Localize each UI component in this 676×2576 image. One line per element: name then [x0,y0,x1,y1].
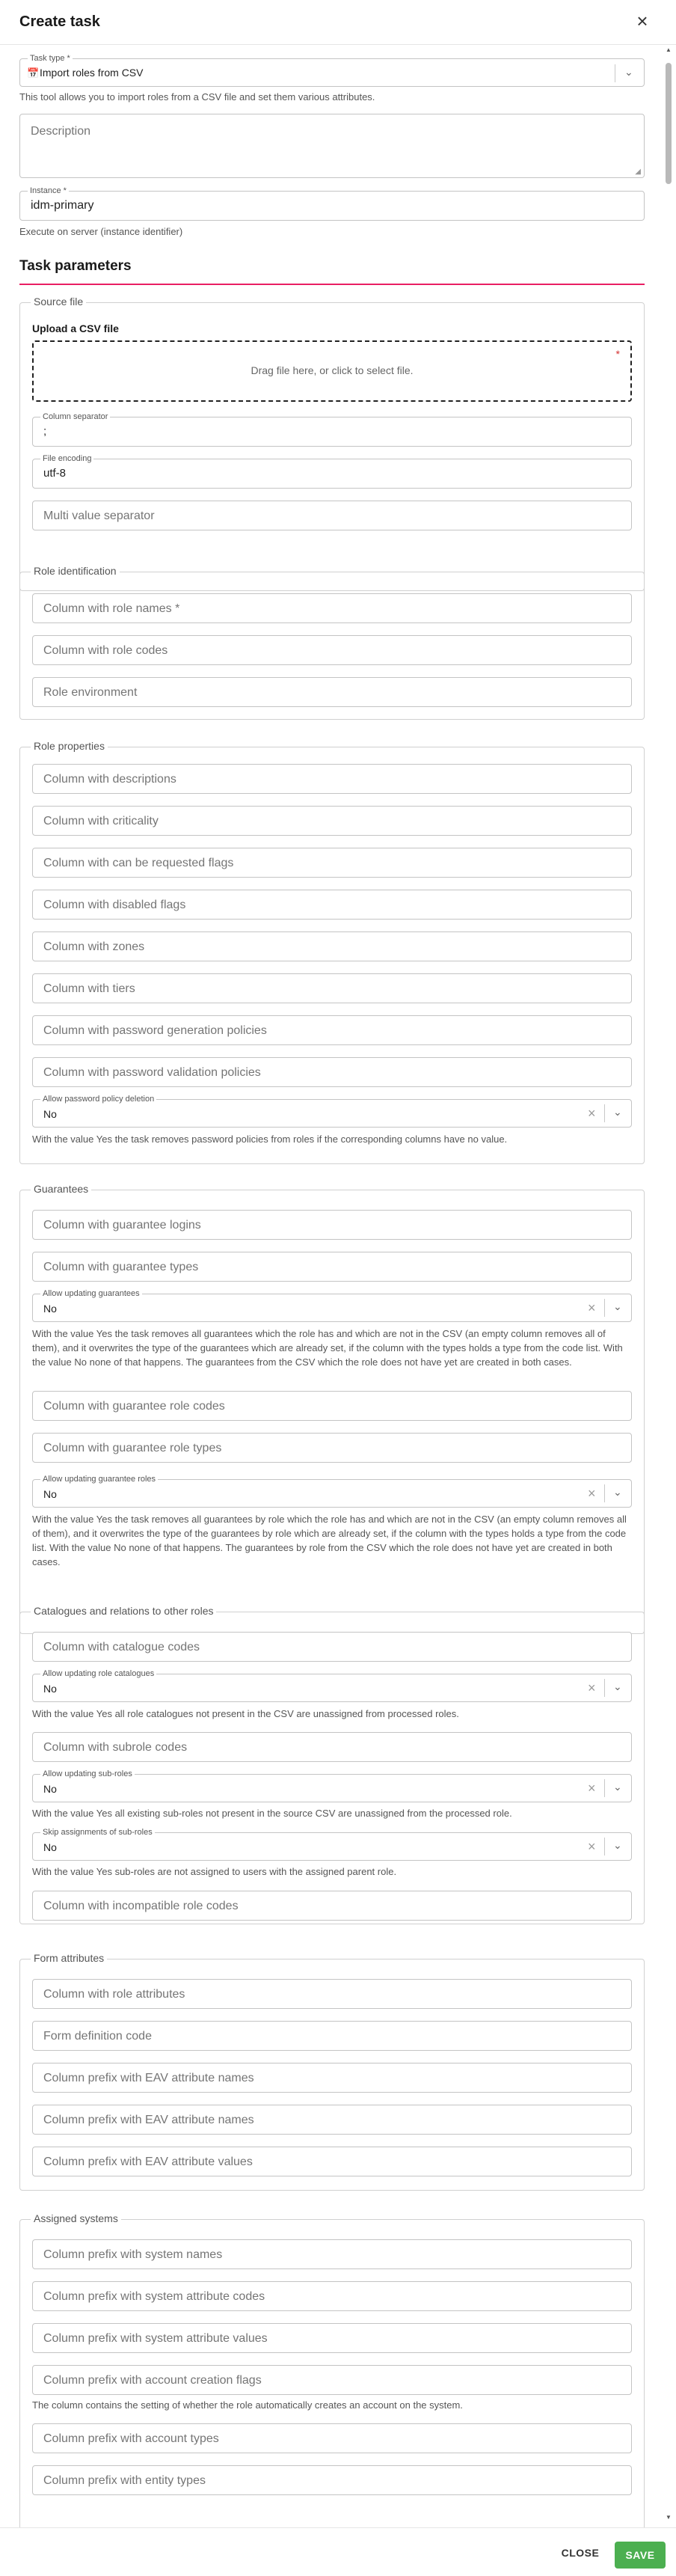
chevron-down-icon[interactable]: ⌄ [613,1680,622,1692]
resize-handle-icon[interactable]: ◢ [635,168,641,176]
task-parameters-title: Task parameters [19,258,132,274]
eav-attribute-names-placeholder-2: Column prefix with EAV attribute names [43,2114,254,2126]
skip-assignments-of-sub-roles-help: With the value Yes sub-roles are not assigned to users with the assigned parent role. [32,1866,397,1877]
criticality-input[interactable] [32,806,632,836]
file-encoding-input[interactable] [32,454,632,489]
instance-input[interactable] [19,186,645,221]
allow-updating-guarantee-roles-value: No [43,1488,57,1500]
form-attributes-fieldset [19,1952,645,2191]
password-generation-policies-placeholder: Column with password generation policies [43,1024,267,1037]
calendar-icon: 📅 [27,67,40,79]
eav-attribute-values-input[interactable] [32,2147,632,2176]
skip-assignments-of-sub-roles-value: No [43,1841,57,1853]
column-separator-label: Column separator [40,412,110,422]
allow-password-policy-deletion-value: No [43,1108,57,1120]
guarantee-role-codes-placeholder: Column with guarantee role codes [43,1400,225,1413]
role-environment-placeholder: Role environment [43,686,138,699]
guarantee-role-codes-input[interactable] [32,1391,632,1421]
chevron-down-icon[interactable]: ⌄ [624,66,633,78]
entity-types-input[interactable] [32,2465,632,2495]
catalogue-codes-placeholder: Column with catalogue codes [43,1641,200,1653]
allow-updating-role-catalogues-value: No [43,1683,57,1695]
allow-password-policy-deletion-help: With the value Yes the task removes password policies from roles if the corresponding columns have no value. [32,1133,508,1145]
allow-updating-sub-roles-value: No [43,1783,57,1795]
allow-updating-role-catalogues-help: With the value Yes all role catalogues not present in the CSV are unassigned from processed roles. [32,1708,459,1719]
guarantee-logins-input[interactable] [32,1210,632,1240]
task-type-help: This tool allows you to import roles from a CSV file and set them various attributes. [19,91,375,103]
close-button[interactable]: CLOSE [561,2547,600,2559]
clear-icon[interactable]: × [588,1300,596,1315]
upload-csv-label: Upload a CSV file [32,322,119,334]
file-encoding-value: utf-8 [43,467,67,480]
eav-attribute-names-input-2[interactable] [32,2105,632,2135]
modal-header [0,0,676,45]
system-attribute-values-placeholder: Column prefix with system attribute values [43,2332,268,2345]
role-properties-fieldset [19,740,645,1164]
required-mark: * [615,348,620,360]
allow-updating-guarantee-roles-select[interactable] [32,1475,632,1508]
allow-updating-sub-roles-label: Allow updating sub-roles [40,1769,135,1779]
chevron-down-icon[interactable]: ⌄ [613,1486,622,1498]
column-separator-value: ; [43,425,47,438]
chevron-down-icon[interactable]: ⌄ [613,1839,622,1851]
dialog-title: Create task [19,13,100,30]
zones-input[interactable] [32,931,632,961]
save-button[interactable]: SAVE [615,2542,666,2569]
column-separator-input[interactable] [32,412,632,447]
task-type-label: Task type * [28,53,73,64]
system-names-input[interactable] [32,2239,632,2269]
guarantee-role-types-placeholder: Column with guarantee role types [43,1442,222,1454]
instance-value: idm-primary [31,199,94,212]
guarantees-legend: Guarantees [31,1183,91,1195]
account-creation-flags-input[interactable] [32,2365,632,2395]
can-be-requested-input[interactable] [32,848,632,878]
account-types-placeholder: Column prefix with account types [43,2432,219,2445]
allow-updating-guarantees-label: Allow updating guarantees [40,1288,142,1299]
role-identification-fieldset [19,565,645,720]
select-separator [604,1679,605,1697]
descriptions-placeholder: Column with descriptions [43,773,176,786]
description-textarea[interactable] [19,114,645,178]
source-file-legend: Source file [31,296,86,308]
file-dropzone[interactable] [32,340,632,402]
section-divider [19,284,645,285]
subrole-codes-placeholder: Column with subrole codes [43,1741,188,1754]
catalogues-fieldset [19,1605,645,1924]
entity-types-placeholder: Column prefix with entity types [43,2474,206,2487]
chevron-down-icon[interactable]: ⌄ [613,1300,622,1312]
system-attribute-values-input[interactable] [32,2323,632,2353]
clear-icon[interactable]: × [588,1781,596,1796]
instance-help: Execute on server (instance identifier) [19,226,183,237]
role-identification-legend: Role identification [31,565,120,577]
close-icon[interactable]: × [636,10,648,32]
eav-attribute-names-input[interactable] [32,2063,632,2093]
description-placeholder: Description [31,125,91,138]
account-types-input[interactable] [32,2423,632,2453]
clear-icon[interactable]: × [588,1680,596,1695]
scroll-down-arrow-icon[interactable]: ▼ [666,2514,672,2521]
role-names-input[interactable] [32,593,632,623]
source-file-fieldset [19,296,645,591]
guarantee-role-types-input[interactable] [32,1433,632,1463]
criticality-placeholder: Column with criticality [43,815,159,827]
file-encoding-label: File encoding [40,453,93,464]
instance-label: Instance * [28,186,69,196]
select-separator [604,1299,605,1317]
task-type-value: Import roles from CSV [40,67,144,79]
account-creation-flags-placeholder: Column prefix with account creation flags [43,2374,262,2387]
guarantee-logins-placeholder: Column with guarantee logins [43,1219,201,1232]
clear-icon[interactable]: × [588,1106,596,1121]
descriptions-input[interactable] [32,764,632,794]
scroll-thumb[interactable] [666,63,672,184]
can-be-requested-placeholder: Column with can be requested flags [43,857,234,869]
select-separator [604,1484,605,1502]
allow-updating-role-catalogues-select[interactable] [32,1669,632,1702]
system-attribute-codes-input[interactable] [32,2281,632,2311]
incompatible-role-codes-placeholder: Column with incompatible role codes [43,1900,239,1912]
task-type-select[interactable] [19,54,645,87]
chevron-down-icon[interactable]: ⌄ [613,1781,622,1793]
allow-updating-sub-roles-help: With the value Yes all existing sub-roles not present in the source CSV are unassigned from the processed role. [32,1808,512,1819]
allow-password-policy-deletion-label: Allow password policy deletion [40,1094,156,1104]
allow-updating-guarantees-help: With the value Yes the task removes all guarantees which the role has and which are not in the CSV (an empty column removes all of them), and it overwrites the type of the guarantees which are already set, if the column with the types holds a type from the code list. With the value No none of that happens. The guarantees from the CSV which the role does not have yet are created in both cases. [32,1328,623,1368]
assigned-systems-fieldset [19,2212,645,2533]
allow-updating-guarantee-roles-help: With the value Yes the task removes all guarantees by role which the role has and which are not in the CSV (an empty column removes all of them), and it overwrites the type of the guarantees by role which are already set, if the column with the types holds a type from the code list. With the value No none of that happens. The guarantees by role from the CSV which the role does not have yet are created in both cases. [32,1514,627,1567]
role-environment-input[interactable] [32,677,632,707]
form-definition-code-input[interactable] [32,2021,632,2051]
catalogues-legend: Catalogues and relations to other roles [31,1605,216,1617]
tiers-input[interactable] [32,973,632,1003]
allow-updating-guarantees-select[interactable] [32,1289,632,1322]
allow-updating-guarantee-roles-label: Allow updating guarantee roles [40,1474,158,1484]
multi-value-separator-placeholder: Multi value separator [43,510,155,522]
eav-attribute-values-placeholder: Column prefix with EAV attribute values [43,2156,253,2168]
password-generation-policies-input[interactable] [32,1015,632,1045]
subrole-codes-input[interactable] [32,1732,632,1762]
allow-updating-role-catalogues-label: Allow updating role catalogues [40,1668,156,1679]
allow-updating-guarantees-value: No [43,1303,57,1315]
role-names-placeholder: Column with role names * [43,602,180,615]
system-names-placeholder: Column prefix with system names [43,2248,223,2261]
clear-icon[interactable]: × [588,1486,596,1501]
role-codes-input[interactable] [32,635,632,665]
disabled-flags-placeholder: Column with disabled flags [43,899,186,911]
chevron-down-icon[interactable]: ⌄ [613,1106,622,1118]
form-definition-code-placeholder: Form definition code [43,2030,152,2043]
guarantee-types-placeholder: Column with guarantee types [43,1261,199,1273]
role-attributes-placeholder: Column with role attributes [43,1988,185,2001]
role-codes-placeholder: Column with role codes [43,644,168,657]
dropzone-text: Drag file here, or click to select file. [251,364,414,376]
role-attributes-input[interactable] [32,1979,632,2009]
password-validation-policies-placeholder: Column with password validation policies [43,1066,261,1079]
scrollbar[interactable] [665,46,672,2521]
allow-password-policy-deletion-select[interactable] [32,1095,632,1128]
account-creation-help: The column contains the setting of whether the role automatically creates an account on the system. [32,2399,463,2411]
tiers-placeholder: Column with tiers [43,982,135,995]
form-attributes-legend: Form attributes [31,1952,107,1964]
assigned-systems-legend: Assigned systems [31,2212,121,2224]
catalogue-codes-input[interactable] [32,1632,632,1662]
select-separator [604,1104,605,1122]
select-separator [604,1779,605,1797]
password-validation-policies-input[interactable] [32,1057,632,1087]
zones-placeholder: Column with zones [43,940,145,953]
role-properties-legend: Role properties [31,740,108,752]
skip-assignments-of-sub-roles-label: Skip assignments of sub-roles [40,1827,155,1838]
clear-icon[interactable]: × [588,1839,596,1854]
allow-updating-sub-roles-select[interactable] [32,1769,632,1802]
modal-footer [0,2527,676,2576]
scroll-up-arrow-icon[interactable]: ▲ [666,46,672,53]
skip-assignments-of-sub-roles-select[interactable] [32,1828,632,1861]
guarantee-types-input[interactable] [32,1252,632,1282]
select-separator [604,1838,605,1855]
disabled-flags-input[interactable] [32,890,632,920]
multi-value-separator-input[interactable] [32,501,632,530]
incompatible-role-codes-input[interactable] [32,1891,632,1921]
eav-attribute-names-placeholder: Column prefix with EAV attribute names [43,2072,254,2084]
system-attribute-codes-placeholder: Column prefix with system attribute codes [43,2290,265,2303]
guarantees-fieldset [19,1183,645,1634]
